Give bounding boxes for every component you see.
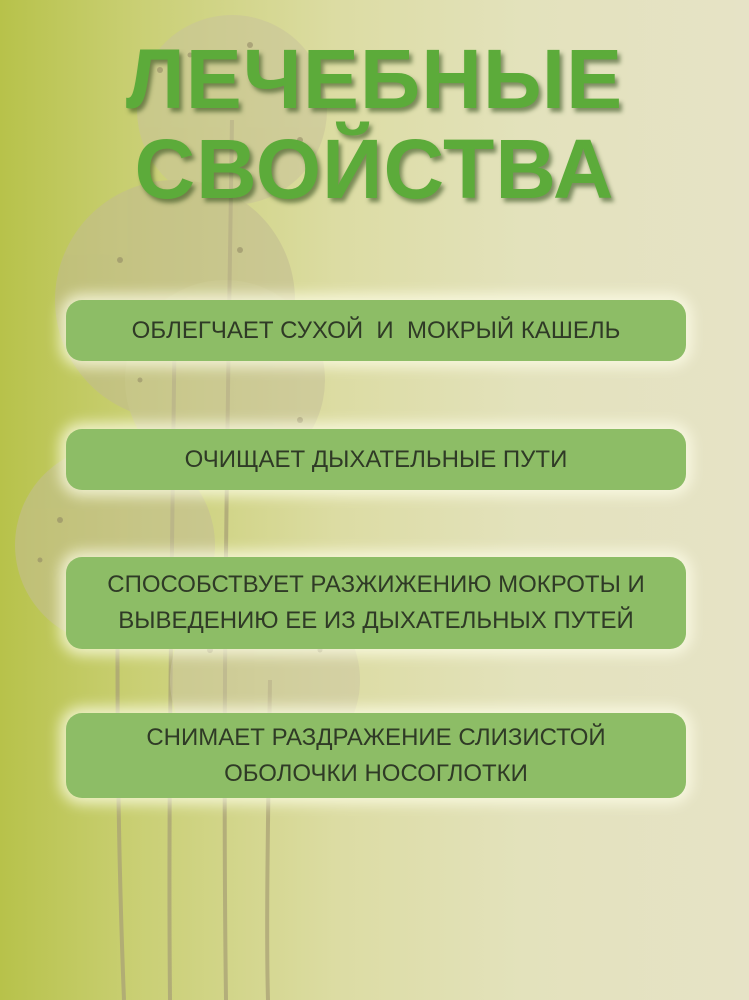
benefit-card-mucosa: СНИМАЕТ РАЗДРАЖЕНИЕ СЛИЗИСТОЙ ОБОЛОЧКИ НОСОГЛОТКИ [66,713,686,798]
benefit-card-airways: ОЧИЩАЕТ ДЫХАТЕЛЬНЫЕ ПУТИ [66,429,686,490]
benefit-card-sputum: СПОСОБСТВУЕТ РАЗЖИЖЕНИЮ МОКРОТЫ И ВЫВЕДЕНИЮ ЕЕ ИЗ ДЫХАТЕЛЬНЫХ ПУТЕЙ [66,557,686,649]
benefit-card-cough: ОБЛЕГЧАЕТ СУХОЙ И МОКРЫЙ КАШЕЛЬ [66,300,686,361]
title-line-2: СВОЙСТВА [134,122,615,216]
title-line-1: ЛЕЧЕБНЫЕ [125,32,624,126]
page-title [0,34,749,214]
